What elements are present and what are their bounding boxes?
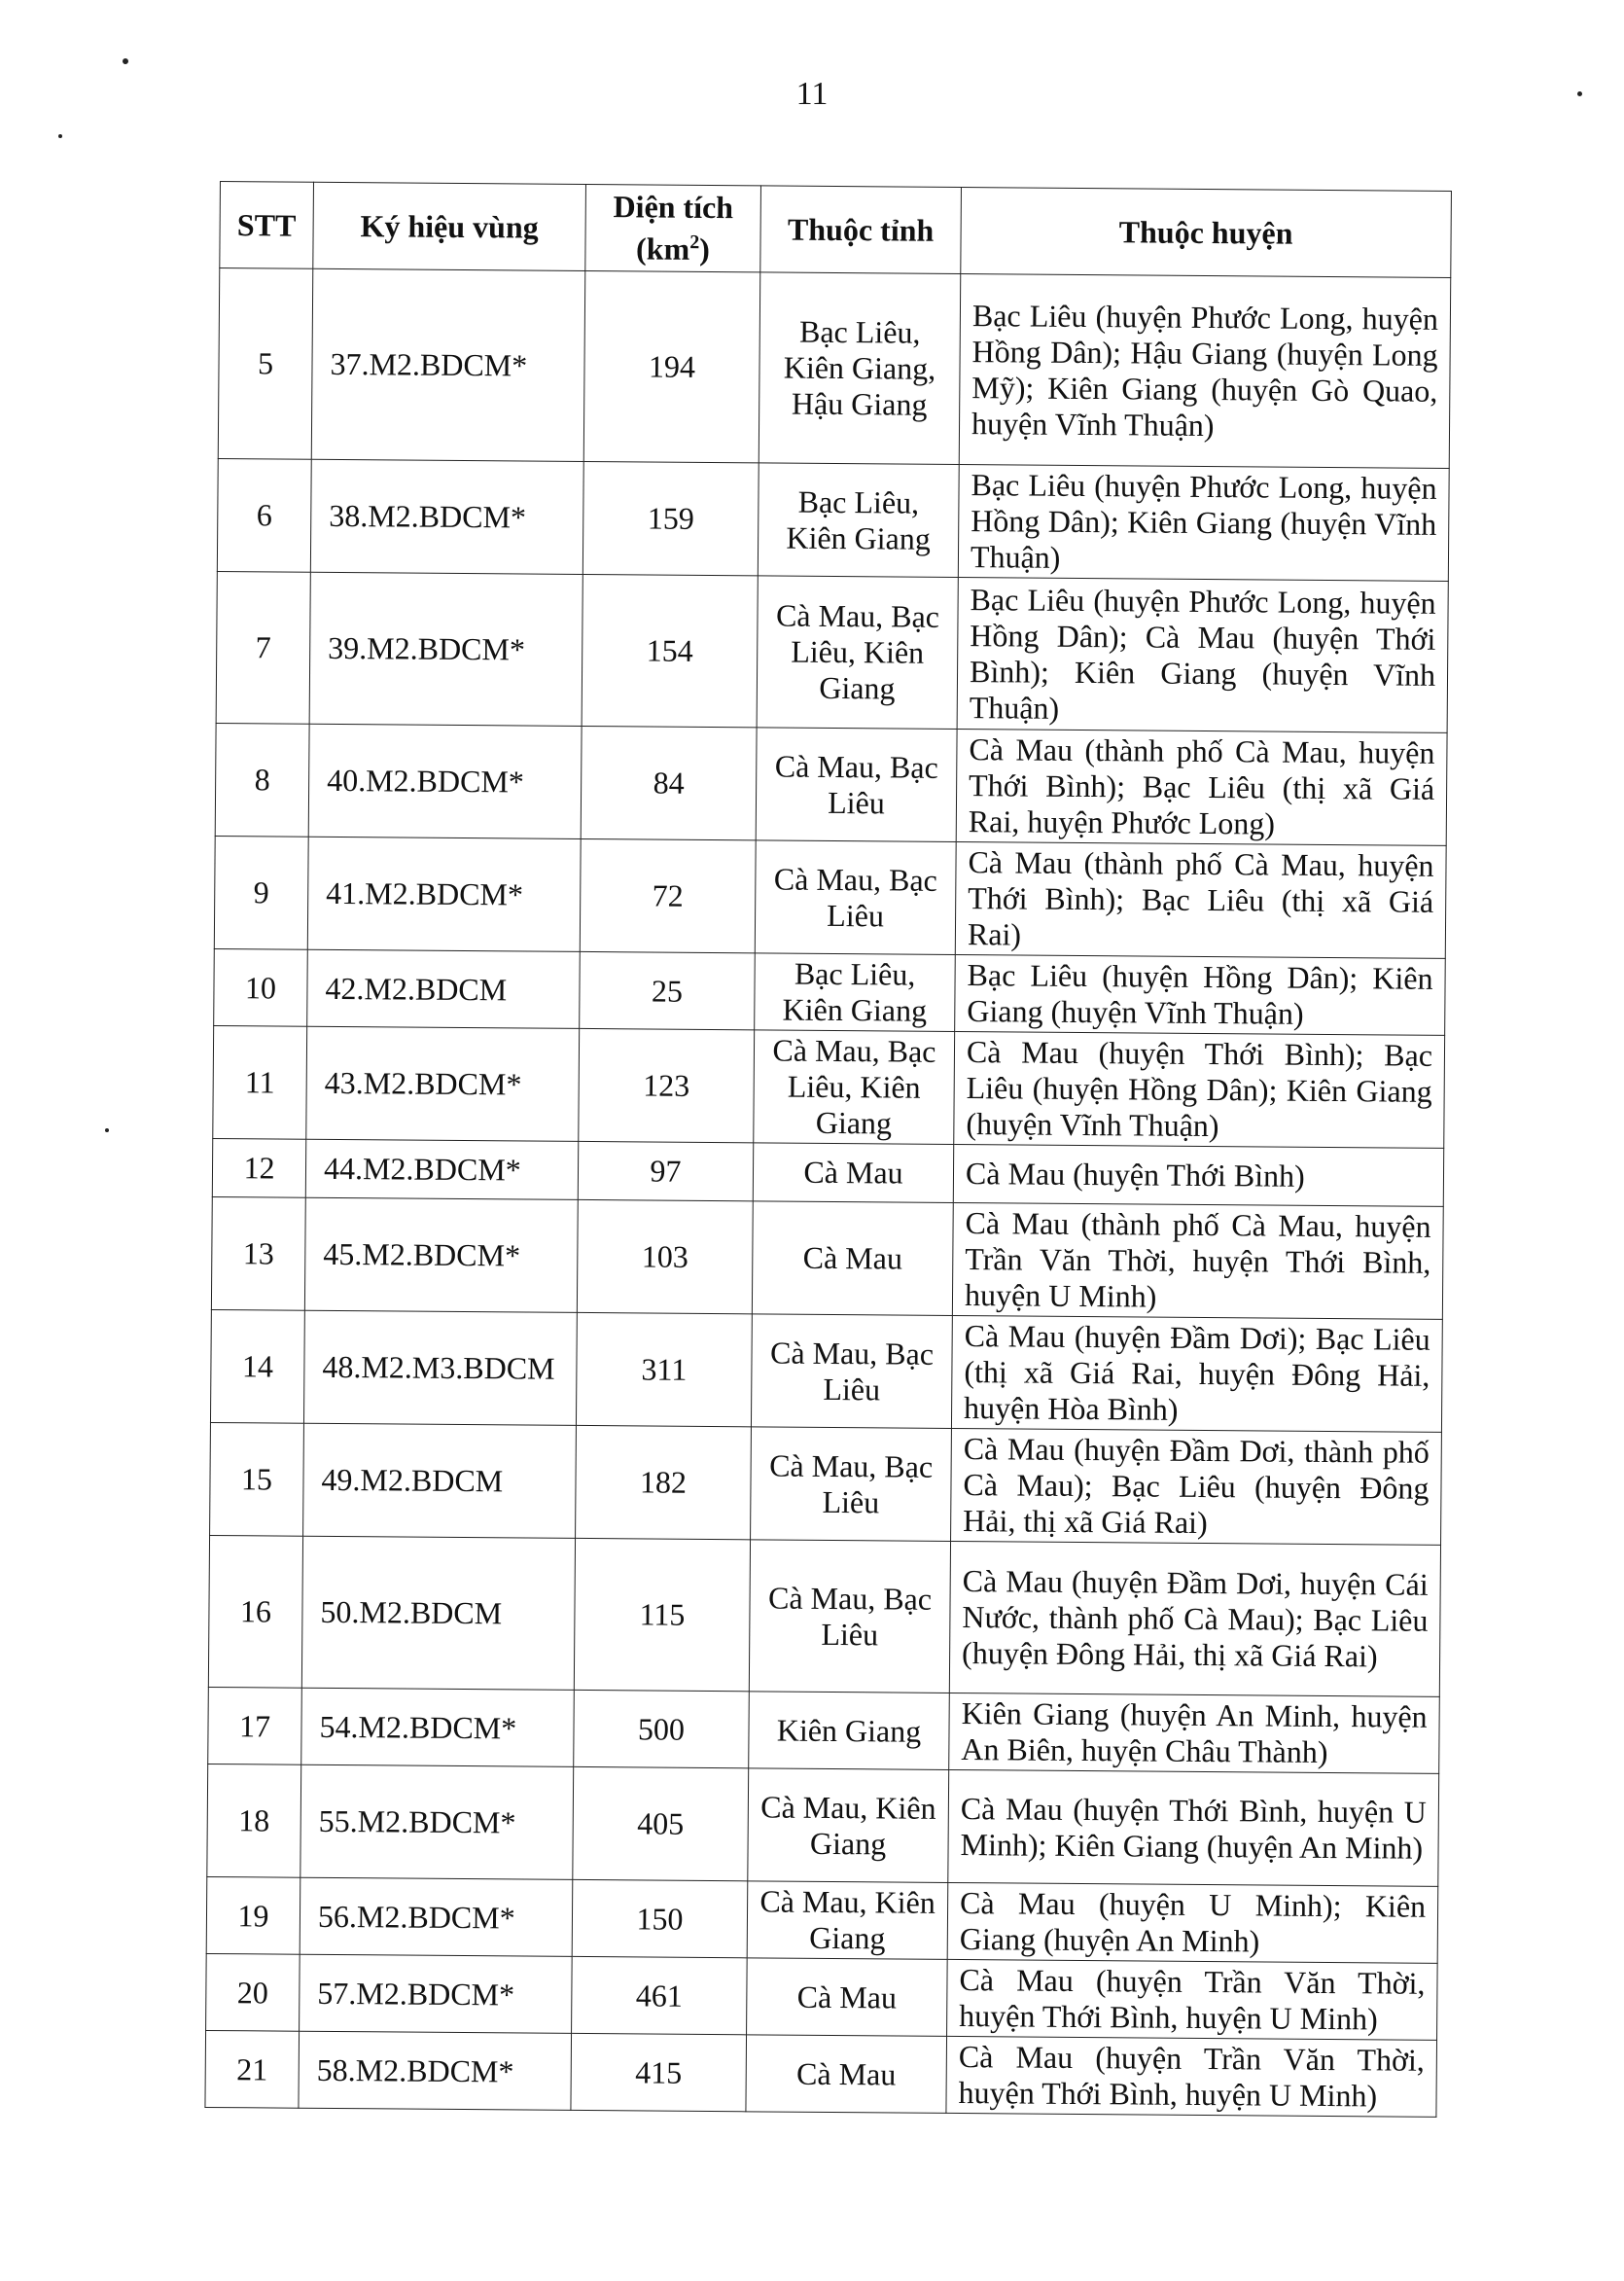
cell-area: 72 xyxy=(580,838,756,952)
cell-district: Kiên Giang (huyện An Minh, huyện An Biên, huyện Châu Thành) xyxy=(949,1693,1440,1773)
cell-area: 97 xyxy=(578,1141,753,1200)
cell-stt: 10 xyxy=(214,948,308,1026)
cell-district: Cà Mau (huyện Đầm Dơi); Bạc Liêu (thị xã Giá Rai, huyện Đông Hải, huyện Hòa Bình) xyxy=(951,1315,1442,1432)
cell-stt: 21 xyxy=(205,2030,300,2108)
cell-symbol: 40.M2.BDCM* xyxy=(308,724,582,838)
table-row xyxy=(217,458,1449,581)
cell-district: Cà Mau (huyện Đầm Dơi, huyện Cái Nước, thành phố Cà Mau); Bạc Liêu (huyện Đông Hải, thị xã Giá Rai) xyxy=(949,1541,1440,1696)
cell-district: Cà Mau (huyện Đầm Dơi, thành phố Cà Mau); Bạc Liêu (huyện Đông Hải, thị xã Giá Rai) xyxy=(951,1428,1442,1545)
table-row xyxy=(218,268,1451,469)
table-row xyxy=(216,571,1448,732)
cell-district: Bạc Liêu (huyện Phước Long, huyện Hồng Dân); Hậu Giang (huyện Long Mỹ); Kiên Giang (huyện Gò Quao, huyện Vĩnh Thuận) xyxy=(959,273,1451,468)
cell-symbol: 55.M2.BDCM* xyxy=(300,1764,574,1879)
table-row xyxy=(210,1422,1442,1545)
cell-symbol: 42.M2.BDCM xyxy=(307,949,581,1028)
cell-district: Cà Mau (thành phố Cà Mau, huyện Thới Bình); Bạc Liêu (thị xã Giá Rai) xyxy=(955,841,1446,958)
cell-area: 84 xyxy=(581,726,757,839)
cell-symbol: 57.M2.BDCM* xyxy=(300,1954,573,2033)
cell-province: Cà Mau, Bạc Liêu xyxy=(751,1314,952,1429)
cell-symbol: 43.M2.BDCM* xyxy=(306,1026,580,1141)
cell-area: 405 xyxy=(573,1766,749,1880)
cell-province: Bạc Liêu, Kiên Giang xyxy=(755,953,956,1032)
cell-stt: 12 xyxy=(212,1138,305,1197)
zone-table xyxy=(204,181,1452,2118)
table-row xyxy=(205,2030,1437,2117)
header-area xyxy=(585,184,761,271)
cell-symbol: 37.M2.BDCM* xyxy=(311,268,585,461)
cell-district: Cà Mau (huyện Thới Bình); Bạc Liêu (huyện Hồng Dân); Kiên Giang (huyện Vĩnh Thuận) xyxy=(954,1031,1445,1148)
cell-province: Cà Mau xyxy=(753,1143,953,1203)
cell-province: Cà Mau, Kiên Giang xyxy=(748,1768,949,1883)
cell-province: Cà Mau, Bạc Liêu, Kiên Giang xyxy=(757,576,958,730)
cell-province: Cà Mau, Bạc Liêu xyxy=(756,728,957,842)
cell-stt: 14 xyxy=(210,1309,304,1423)
cell-district: Cà Mau (huyện Trần Văn Thời, huyện Thới Bình, huyện U Minh) xyxy=(947,1959,1438,2040)
cell-district: Cà Mau (thành phố Cà Mau, huyện Thới Bình); Bạc Liêu (thị xã Giá Rai, huyện Phước Long) xyxy=(956,729,1447,845)
header-area-unit: $(km^2)$ xyxy=(635,231,710,267)
cell-area: 182 xyxy=(576,1425,752,1539)
cell-area: 194 xyxy=(583,270,760,462)
cell-symbol: 49.M2.BDCM xyxy=(303,1423,577,1538)
cell-province: Cà Mau, Bạc Liêu, Kiên Giang xyxy=(754,1030,955,1145)
scan-speck xyxy=(105,1128,109,1132)
table-row xyxy=(210,1309,1442,1432)
table-row xyxy=(214,948,1446,1035)
cell-province: Cà Mau, Kiên Giang xyxy=(747,1881,948,1960)
cell-symbol: 56.M2.BDCM* xyxy=(300,1877,573,1956)
cell-district: Cà Mau (huyện Trần Văn Thời, huyện Thới Bình, huyện U Minh) xyxy=(946,2036,1437,2117)
cell-province: Kiên Giang xyxy=(749,1692,950,1770)
table-row xyxy=(213,1025,1445,1148)
cell-province: Bạc Liêu, Kiên Giang, Hậu Giang xyxy=(759,272,961,465)
header-symbol: Ký hiệu vùng xyxy=(313,182,586,270)
cell-area: 311 xyxy=(576,1312,752,1426)
table-row xyxy=(212,1138,1443,1206)
cell-province: Cà Mau xyxy=(747,1958,948,2037)
scan-speck xyxy=(1577,91,1582,96)
cell-stt: 11 xyxy=(213,1025,307,1139)
cell-symbol: 54.M2.BDCM* xyxy=(301,1688,575,1766)
cell-stt: 5 xyxy=(218,268,313,460)
cell-stt: 6 xyxy=(217,458,311,572)
cell-district: Bạc Liêu (huyện Phước Long, huyện Hồng Dân); Cà Mau (huyện Thới Bình); Kiên Giang (huyện Vĩnh Thuận) xyxy=(957,577,1448,732)
cell-stt: 18 xyxy=(207,1764,301,1877)
table-row xyxy=(206,1953,1438,2040)
zone-table-wrapper xyxy=(204,181,1452,2118)
table-row xyxy=(206,1876,1438,1963)
cell-stt: 16 xyxy=(208,1535,302,1688)
cell-area: 415 xyxy=(571,2033,747,2111)
table-row xyxy=(211,1196,1443,1319)
page-number: 11 xyxy=(795,76,829,112)
cell-stt: 9 xyxy=(214,836,308,949)
cell-symbol: 38.M2.BDCM* xyxy=(310,459,583,574)
cell-district: Bạc Liêu (huyện Hồng Dân); Kiên Giang (huyện Vĩnh Thuận) xyxy=(955,954,1446,1035)
cell-stt: 20 xyxy=(206,1953,300,2031)
cell-area: 123 xyxy=(579,1028,755,1142)
cell-district: Cà Mau (huyện U Minh); Kiên Giang (huyện An Minh) xyxy=(947,1882,1438,1963)
cell-stt: 8 xyxy=(215,723,309,837)
cell-symbol: 44.M2.BDCM* xyxy=(305,1139,578,1199)
cell-province: Cà Mau, Bạc Liêu xyxy=(751,1427,952,1542)
cell-district: Cà Mau (huyện Thới Bình) xyxy=(953,1144,1443,1206)
table-row xyxy=(215,723,1447,845)
header-province: Thuộc tỉnh xyxy=(760,186,962,274)
cell-stt: 17 xyxy=(208,1687,302,1764)
table-header-row xyxy=(220,182,1452,278)
header-district: Thuộc huyện xyxy=(961,187,1452,277)
scan-speck xyxy=(58,134,62,138)
cell-area: 500 xyxy=(574,1690,750,1767)
cell-symbol: 48.M2.M3.BDCM xyxy=(303,1310,577,1425)
header-area-label: Diện tích xyxy=(613,188,734,225)
cell-province: Cà Mau, Bạc Liêu xyxy=(755,840,956,955)
cell-area: 461 xyxy=(572,1956,748,2034)
cell-stt: 7 xyxy=(216,571,310,724)
cell-area: 154 xyxy=(582,574,758,727)
cell-area: 115 xyxy=(574,1538,750,1691)
cell-symbol: 39.M2.BDCM* xyxy=(309,572,583,726)
cell-province: Cà Mau xyxy=(746,2035,947,2114)
cell-stt: 13 xyxy=(211,1196,305,1310)
cell-province: Bạc Liêu, Kiên Giang xyxy=(758,463,959,578)
cell-area: 159 xyxy=(583,461,759,575)
table-row xyxy=(207,1764,1439,1886)
table-row xyxy=(208,1535,1440,1696)
cell-area: 103 xyxy=(577,1199,753,1313)
cell-district: Cà Mau (thành phố Cà Mau, huyện Trần Văn Thời, huyện Thới Bình, huyện U Minh) xyxy=(952,1202,1443,1319)
table-row xyxy=(214,836,1446,958)
header-stt: STT xyxy=(220,182,314,269)
cell-province: Cà Mau xyxy=(752,1201,953,1316)
cell-area: 150 xyxy=(572,1879,748,1957)
cell-stt: 19 xyxy=(206,1876,300,1954)
cell-district: Cà Mau (huyện Thới Bình, huyện U Minh); Kiên Giang (huyện An Minh) xyxy=(948,1769,1439,1886)
cell-stt: 15 xyxy=(210,1422,304,1536)
cell-symbol: 45.M2.BDCM* xyxy=(304,1197,578,1312)
scan-speck xyxy=(123,58,128,64)
cell-symbol: 41.M2.BDCM* xyxy=(307,837,581,951)
table-row xyxy=(208,1687,1440,1773)
cell-district: Bạc Liêu (huyện Phước Long, huyện Hồng Dân); Kiên Giang (huyện Vĩnh Thuận) xyxy=(958,464,1449,581)
cell-area: 25 xyxy=(580,951,756,1029)
cell-symbol: 50.M2.BDCM xyxy=(301,1536,575,1690)
cell-symbol: 58.M2.BDCM* xyxy=(299,2031,572,2110)
cell-province: Cà Mau, Bạc Liêu xyxy=(749,1540,950,1693)
